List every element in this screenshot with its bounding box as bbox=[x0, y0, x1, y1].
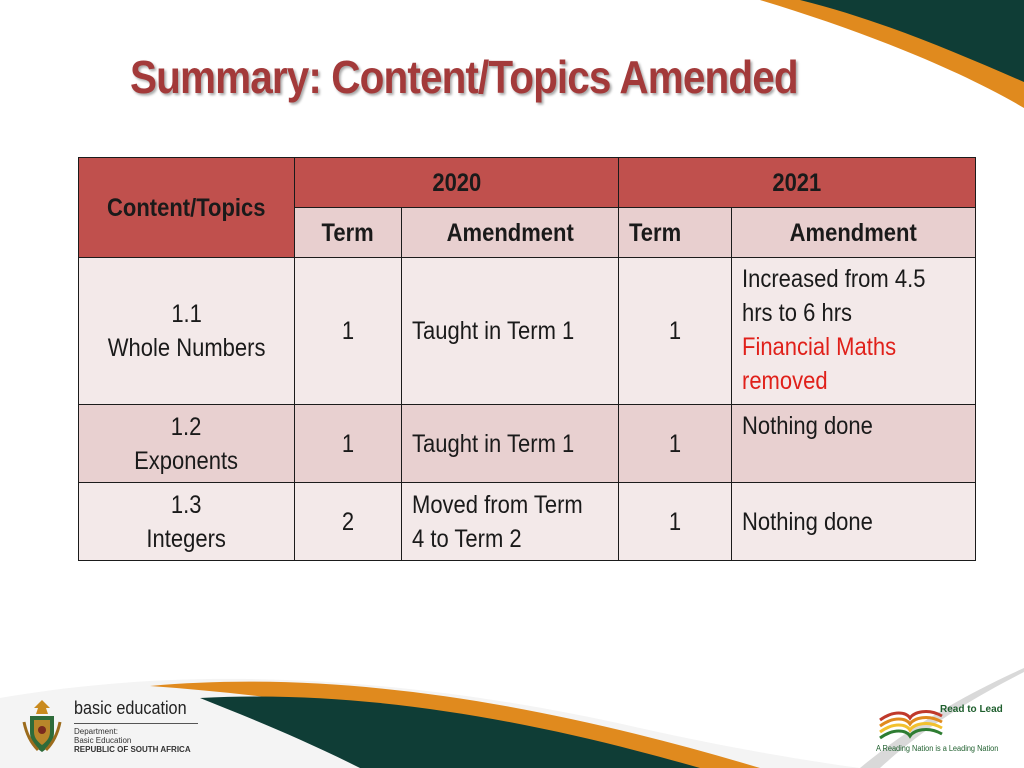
term-2020-cell: 1 bbox=[295, 258, 402, 405]
amendment-2021-cell: Nothing done bbox=[732, 483, 976, 561]
topic-cell: 1.2 Exponents bbox=[79, 405, 295, 483]
amendment-2021-cell: Increased from 4.5 hrs to 6 hrs Financial Maths removed bbox=[732, 258, 976, 405]
topic-cell: 1.1 Whole Numbers bbox=[79, 258, 295, 405]
table-row bbox=[79, 483, 976, 561]
dept-logo-title: basic education bbox=[74, 698, 187, 718]
summary-table bbox=[78, 157, 976, 561]
topic-cell: 1.3 Integers bbox=[79, 483, 295, 561]
header-content-topics: Content/Topics bbox=[79, 158, 295, 258]
amendment-2020-cell: Moved from Term 4 to Term 2 bbox=[402, 483, 619, 561]
removed-topic-text: removed bbox=[742, 367, 828, 395]
department-logo bbox=[20, 696, 220, 762]
dept-logo-line2: Basic Education bbox=[74, 736, 132, 745]
read-to-lead-name: Read to Lead bbox=[940, 704, 1003, 715]
coat-of-arms-icon bbox=[20, 698, 64, 754]
open-book-icon bbox=[876, 702, 944, 744]
dept-logo-line1: Department: bbox=[74, 727, 119, 736]
header-term-2020: Term bbox=[295, 208, 402, 258]
term-2021-cell: 1 bbox=[619, 405, 732, 483]
header-term-2021: Term bbox=[619, 208, 732, 258]
dept-logo-line3: REPUBLIC OF SOUTH AFRICA bbox=[74, 745, 191, 754]
read-to-lead-logo bbox=[872, 698, 1012, 760]
dept-logo-divider bbox=[74, 723, 198, 724]
header-amendment-2021: Amendment bbox=[732, 208, 976, 258]
term-2021-cell: 1 bbox=[619, 483, 732, 561]
header-amendment-2020: Amendment bbox=[402, 208, 619, 258]
amendment-2020-cell: Taught in Term 1 bbox=[402, 258, 619, 405]
amendment-2021-cell: Nothing done bbox=[732, 405, 976, 483]
header-year-2021: 2021 bbox=[619, 158, 976, 208]
table-row bbox=[79, 258, 976, 405]
term-2020-cell: 2 bbox=[295, 483, 402, 561]
removed-topic-text: Financial Maths bbox=[742, 333, 897, 361]
table-row bbox=[79, 405, 976, 483]
amendment-2020-cell: Taught in Term 1 bbox=[402, 405, 619, 483]
slide-title: Summary: Content/Topics Amended bbox=[130, 51, 798, 103]
term-2021-cell: 1 bbox=[619, 258, 732, 405]
read-to-lead-tagline: A Reading Nation is a Leading Nation bbox=[876, 744, 999, 753]
term-2020-cell: 1 bbox=[295, 405, 402, 483]
table-header-row-years bbox=[79, 158, 976, 208]
header-year-2020: 2020 bbox=[295, 158, 619, 208]
